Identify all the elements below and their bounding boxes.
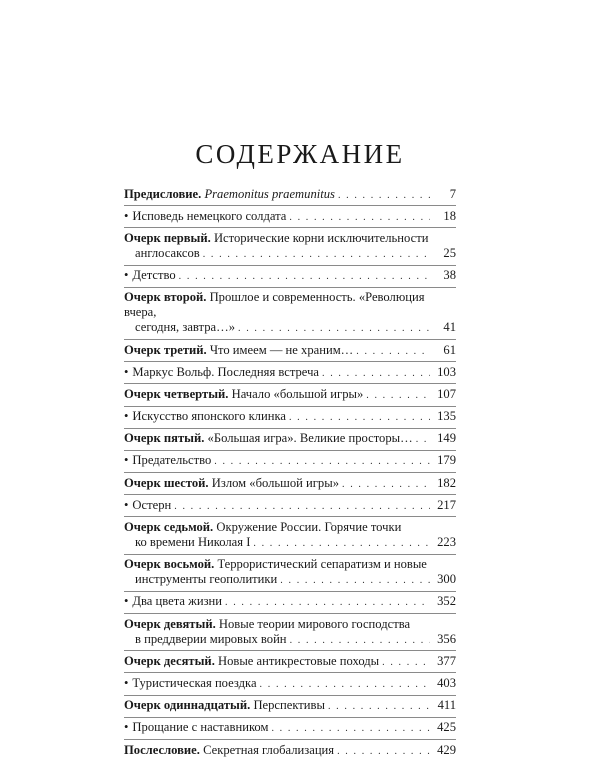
page-number: 300 [437,572,456,587]
entry-heading: Очерк восьмой. [124,557,215,572]
dot-leader [225,595,430,610]
entry-heading: Предисловие. [124,186,202,201]
page-number: 217 [437,497,456,512]
entry-heading: Очерк третий. [124,342,207,357]
bullet-icon: • [124,594,129,609]
page-number: 25 [443,245,456,260]
entry-title: Прошлое и современность. «Революция вчера, [124,290,425,320]
dot-leader [322,366,430,381]
dot-leader [203,247,430,262]
toc-entry-chapter[interactable] [124,227,456,264]
dot-leader [271,721,430,736]
toc-entry-story[interactable] [124,406,456,428]
entry-title: Туристическая поездка [132,675,257,690]
entry-title-continued: инструменты геополитики [135,572,278,587]
entry-title: Террористический сепаратизм и новые [217,557,427,572]
entry-heading: Очерк десятый. [124,653,215,668]
dot-leader [337,744,430,759]
entry-heading: Очерк пятый. [124,431,205,446]
entry-title: Новые антикрестовые походы [218,653,380,668]
dot-leader [290,633,430,648]
entry-title: Предательство [132,453,212,468]
entry-title: Новые теории мирового господства [218,616,411,631]
page-number: 135 [437,409,456,424]
toc-entry-chapter[interactable] [124,472,456,494]
entry-title: Исторические корни исключительности [213,230,429,245]
dot-leader [174,499,430,514]
toc-entry-chapter[interactable] [124,339,456,361]
page-number: 377 [437,653,456,668]
dot-leader [179,269,430,284]
entry-title-continued: сегодня, завтра…» [135,320,235,335]
toc-entry-chapter[interactable] [124,613,456,650]
page-number: 7 [449,186,456,201]
dot-leader [356,344,430,359]
entry-heading: Очерк одиннадцатый. [124,698,251,713]
bullet-icon: • [124,453,129,468]
table-of-contents [124,184,456,761]
toc-entry-story[interactable] [124,361,456,383]
bullet-icon: • [124,497,129,512]
dot-leader [253,536,430,551]
entry-title-continued: англосаксов [135,245,200,260]
dot-leader [342,477,430,492]
page-number: 107 [437,386,456,401]
page-number: 61 [443,342,456,357]
page-number: 41 [443,320,456,335]
page-number: 356 [437,631,456,646]
bullet-icon: • [124,208,129,223]
bullet-icon: • [124,675,129,690]
dot-leader [338,188,430,203]
bullet-icon: • [124,409,129,424]
entry-title: Перспективы [253,698,325,713]
entry-heading: Послесловие. [124,742,200,757]
entry-title: Маркус Вольф. Последняя встреча [132,364,319,379]
toc-entry-story[interactable] [124,591,456,613]
entry-title: Прощание с наставником [132,720,269,735]
dot-leader [289,410,430,425]
dot-leader [214,454,430,469]
entry-heading: Очерк девятый. [124,616,216,631]
entry-title-continued: в преддверии мировых войн [135,631,287,646]
entry-title: Начало «большой игры» [231,386,364,401]
bullet-icon: • [124,268,129,283]
entry-title: Детство [132,268,176,283]
dot-leader [382,655,430,670]
entry-title: Окружение России. Горячие точки [216,520,402,535]
toc-entry-chapter[interactable] [124,554,456,591]
entry-title: Praemonitus praemunitus [204,186,335,201]
page-number: 425 [437,720,456,735]
page-number: 223 [437,535,456,550]
dot-leader [280,573,430,588]
page-number: 38 [443,268,456,283]
entry-title: Секретная глобализация [203,742,335,757]
toc-entry-chapter[interactable] [124,695,456,717]
page-title: СОДЕРЖАНИЕ [195,139,405,169]
dot-leader [260,677,430,692]
entry-heading: Очерк первый. [124,230,211,245]
dot-leader [366,388,430,403]
page-number: 179 [437,453,456,468]
dot-leader [238,321,430,336]
entry-heading: Очерк седьмой. [124,520,214,535]
toc-entry-story[interactable] [124,450,456,472]
toc-entry-story[interactable] [124,265,456,287]
entry-title: Излом «большой игры» [211,475,339,490]
dot-leader [416,432,430,447]
entry-heading: Очерк четвертый. [124,386,229,401]
entry-title-continued: ко времени Николая I [135,535,251,550]
bullet-icon: • [124,364,129,379]
entry-heading: Очерк второй. [124,290,207,305]
entry-title: Искусство японского клинка [132,409,286,424]
page-number: 18 [443,208,456,223]
toc-entry-chapter[interactable] [124,383,456,405]
page-number: 182 [437,475,456,490]
entry-heading: Очерк шестой. [124,475,209,490]
page-number: 149 [437,431,456,446]
entry-title: Остерн [132,497,172,512]
entry-title: Что имеем — не храним… [209,342,354,357]
dot-leader [328,699,430,714]
bullet-icon: • [124,720,129,735]
page-number: 403 [437,675,456,690]
page-number: 411 [437,698,456,713]
toc-entry-story[interactable] [124,205,456,227]
toc-entry-story[interactable] [124,494,456,516]
toc-entry-story[interactable] [124,672,456,694]
toc-entry-story[interactable] [124,717,456,739]
toc-entry-chapter[interactable] [124,428,456,450]
toc-entry-chapter[interactable] [124,650,456,672]
toc-entry-preface[interactable] [124,184,456,205]
toc-entry-chapter[interactable] [124,516,456,553]
dot-leader [289,210,430,225]
entry-title: Исповедь немецкого солдата [132,208,287,223]
entry-title: «Большая игра». Великие просторы… [207,431,413,446]
page-number: 429 [437,742,456,757]
page-number: 352 [437,594,456,609]
page-number: 103 [437,364,456,379]
toc-entry-chapter[interactable] [124,287,456,339]
entry-title: Два цвета жизни [132,594,223,609]
